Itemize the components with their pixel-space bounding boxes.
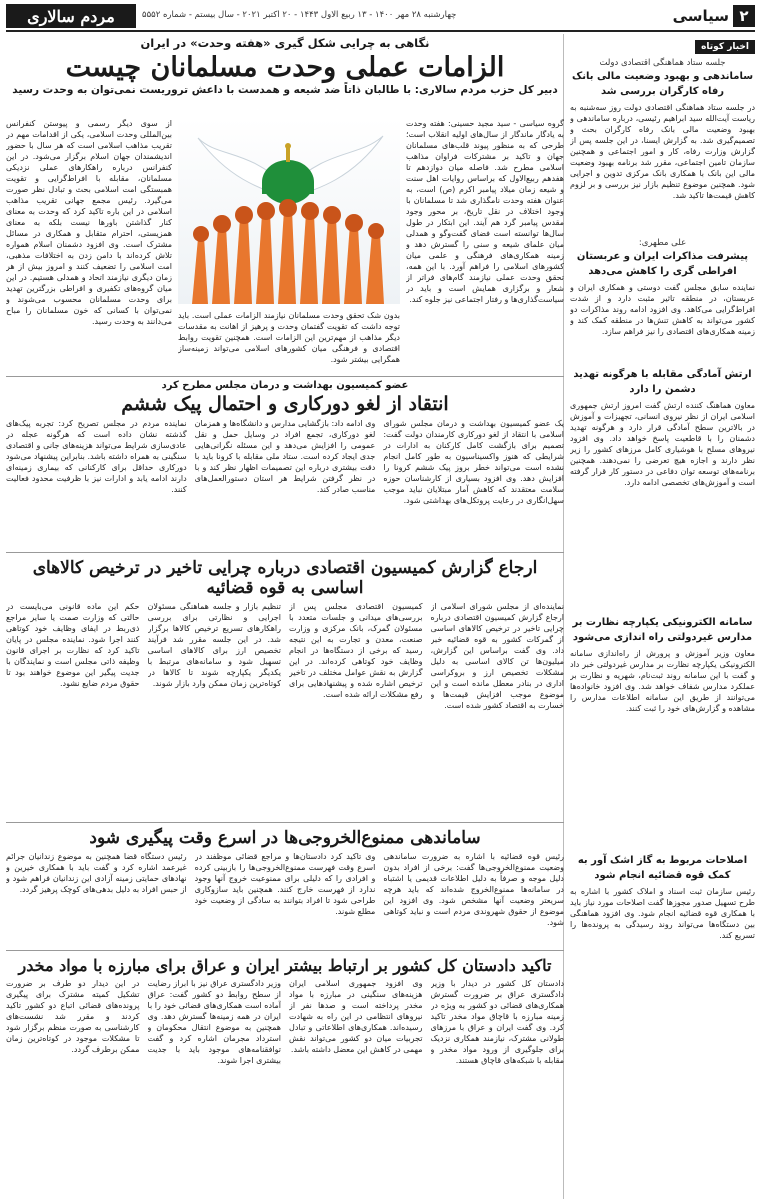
article-kicker: عضو کمیسیون بهداشت و درمان مجلس مطرح کرد <box>161 380 409 391</box>
brief-title: اصلاحات مربوط به گاز اشک آور به کمک قوه قضائیه انجام شود <box>577 855 748 881</box>
section-name: سیاسی <box>672 7 729 25</box>
page-number: ۲ <box>733 5 755 27</box>
article-exit-ban <box>6 822 564 946</box>
article-headline: تاکید دادستان کل کشور بر ارتباط بیشتر ایران و عراق برای مبارزه با مواد مخدر <box>18 956 552 975</box>
brief-item <box>570 616 755 848</box>
brief-item <box>570 58 755 232</box>
lead-column-left <box>6 118 172 362</box>
lead-article <box>6 34 564 364</box>
brief-title: پیشرفت مذاکرات ایران و عربستان افراطی گری را کاهش می‌دهد <box>576 251 749 277</box>
sidebar-tag: اخبار کوتاه <box>695 40 755 54</box>
article-customs-clearance <box>6 552 564 818</box>
brief-title: ساماندهی و بهبود وضعیت مالی بانک رفاه کارگران بررسی شد <box>571 71 754 97</box>
article-body: رئیس قوه قضائیه با اشاره به ضرورت ساماندهی وضعیت ممنوع‌الخروجی‌ها گفت: برخی از افراد بدون دلیل موجه و صرفاً به دلیل اطلاعات قدیمی یا اشتباه در سامانه‌ها ممنوع‌الخروج شده‌اند که باید هرچه سریعتر وضعیت آنها مشخص شود. وی افزود این موضوع از حقوق شهروندی مردم است و نباید کوتاهی شود. <box>383 852 564 927</box>
article-body: وی ادامه داد: بازگشایی مدارس و دانشگاه‌ها و همزمان لغو دورکاری، تجمع افراد در وسایل حمل و نقل عمومی را افزایش می‌دهد و این مسئله نگرانی‌هایی جدی ایجاد کرده است. ستاد ملی مقابله با کرونا باید با دقت بیشتری درباره این تصمیمات اظهار نظر کند و با در نظر گرفتن شرایط هر استان دستورالعمل‌های مناسب صادر کند. <box>194 419 376 494</box>
article-columns <box>6 601 564 823</box>
article-body: نماینده مردم در مجلس تصریح کرد: تجربه پیک‌های گذشته نشان داده است که هرگونه عجله در عادی‌سازی شرایط می‌تواند هزینه‌های جانی و اقتصادی سنگینی به همراه داشته باشد. بنابراین پیشنهاد می‌شود دورکاری حداقل برای کارکنانی که بیماری زمینه‌ای دارند ادامه یابد و ادارات نیز با ظرفیت محدود فعالیت کنند. <box>5 419 187 494</box>
masthead-logo: مردم سالاری <box>6 4 136 28</box>
article-body: کمیسیون اقتصادی مجلس پس از بررسی‌های میدانی و جلسات متعدد با مسئولان گمرک، بانک مرکزی و وزارت صنعت، معدن و تجارت به این نتیجه رسید که برخی از دستگاه‌ها در انجام وظایف خود کوتاهی کرده‌اند. در این گزارش به نقش عوامل مختلف در تاخیر ترخیص اشاره شده و پیشنهادهایی برای رفع مشکلات ارائه شده است. <box>289 602 423 699</box>
lead-body-left: از سوی دیگر رسمی و پیوستن کنفرانس بین‌المللی وحدت اسلامی، یکی از اقدامات مهم در تقریب مذاهب اسلامی است که هر سال با حضور اندیشمندان جهان اسلام برگزار می‌شود. در این کنفرانس درباره راهکارهای عملی نزدیکی مسلمانان، مقابله با افراط‌گرایی و تقویت همبستگی امت اسلامی بحث و تبادل نظر صورت می‌گیرد. رئیس مجمع جهانی تقریب مذاهب اسلامی در این باره تاکید کرد که وحدت به معنای کنار گذاشتن باورها نیست بلکه به معنای همزیستی، احترام متقابل و همکاری در مسائل مشترک است. وی افزود دشمنان اسلام همواره تلاش کرده‌اند با دامن زدن به اختلافات مذهبی، امت اسلامی را تضعیف کنند و امروز بیش از هر زمان دیگری نیازمند اتحاد و همدلی هستیم. در این میان گروه‌های تکفیری و افراطی بزرگترین تهدید برای وحدت مسلمانان محسوب می‌شوند و نمی‌توان با کسانی که خون مسلمانان را مباح می‌دانند به وحدت رسید. <box>6 119 172 326</box>
article-columns <box>6 851 564 935</box>
lead-kicker: نگاهی به چرایی شکل گیری «هفته وحدت» در ایران <box>140 36 430 50</box>
dateline: چهارشنبه ۲۸ مهر ۱۴۰۰ - ۱۳ ربیع الاول ۱۴۴۳ - ۲۰ اکتبر ۲۰۲۱ - سال بیستم - شماره ۵۵۵۲ <box>142 10 457 20</box>
lead-image-mosque-hands <box>178 118 400 304</box>
lead-column-under-image <box>178 310 400 364</box>
article-body: رئیس دستگاه قضا همچنین به موضوع زندانیان جرائم غیرعمد اشاره کرد و گفت باید با همکاری خیرین و نهادهای حمایتی زمینه آزادی این زندانیان فراهم شود و از حبس افراد به دلیل بدهی‌های کوچک پرهیز گردد. <box>5 852 187 894</box>
brief-kicker: علی مطهری: <box>638 238 687 248</box>
article-headline: ارجاع گزارش کمیسیون اقتصادی درباره چرایی تاخیر در ترخیص کالاهای اساسی به قوه قضائیه <box>32 558 538 598</box>
page-number-block <box>673 4 755 28</box>
article-body: وی تاکید کرد دادستان‌ها و مراجع قضائی موظفند در اسرع وقت فهرست ممنوع‌الخروجی‌ها را بازبینی کرده و افرادی را که دلیلی برای ممنوعیت خروج آنها وجود ندارد از فهرست خارج کنند. همچنین باید سازوکاری طراحی شود تا افراد بتوانند به سادگی از وضعیت خود مطلع شوند. <box>194 852 376 916</box>
sidebar-news-briefs <box>563 34 755 1199</box>
lead-column-right <box>406 118 564 362</box>
brief-title: سامانه الکترونیکی یکپارچه نظارت بر مدارس غیردولتی راه اندازی می‌شود <box>572 617 753 643</box>
article-body: وی افزود جمهوری اسلامی ایران هزینه‌های سنگینی در مبارزه با مواد مخدر پرداخته است و صدها نفر از نیروهای انتظامی در این راه به شهادت رسیده‌اند. همکاری‌های اطلاعاتی و تبادل تجربیات میان دو کشور می‌تواند نقش مهمی در کاهش این معضل داشته باشد. <box>289 979 423 1054</box>
brief-body: رئیس سازمان ثبت اسناد و املاک کشور با اشاره به طرح تسهیل صدور مجوزها گفت اصلاحات مورد نیاز باید با همکاری قوه قضائیه انجام شود. وی افزود هماهنگی بین دستگاه‌ها می‌تواند روند رسیدگی به پرونده‌ها را تسریع کند. <box>570 887 755 940</box>
lead-headline: الزامات عملی وحدت مسلمانان چیست <box>65 52 505 83</box>
brief-body: در جلسه ستاد هماهنگی اقتصادی دولت روز سه‌شنبه به ریاست آیت‌الله سید ابراهیم رئیسی، درباره ساماندهی و بهبود وضعیت مالی بانک رفاه کارگران بحث و تصمیم‌گیری شد. به گزارش ایسنا، در این جلسه پس از گزارش وزارت رفاه، کار و امور اجتماعی و همچنین سازمان تامین اجتماعی، مقرر شد برنامه بهبود وضعیت مالی این بانک با همکاری بانک مرکزی تدوین و اجرایی شود. همچنین موضوع تنظیم بازار نیز بررسی و بر لزوم کاهش قیمت‌ها تاکید شد. <box>570 103 755 200</box>
article-health-commission <box>6 376 564 548</box>
article-columns <box>6 418 564 536</box>
brief-body: معاون وزیر آموزش و پرورش از راه‌اندازی سامانه الکترونیکی یکپارچه نظارت بر مدارس غیردولتی خبر داد و گفت با این سامانه روند ثبت‌نام، شهریه و نظارت بر عملکرد مدارس شفاف خواهد شد. وی افزود خانواده‌ها می‌توانند از طریق این سامانه اطلاعات مدارس را مشاهده و گزارش‌های خود را ثبت کنند. <box>570 649 755 713</box>
mosque-hands-illustration <box>178 118 400 304</box>
brief-body: نماینده سابق مجلس گفت دوستی و همکاری ایران و عربستان، در منطقه تاثیر مثبت دارد و از شدت افراط‌گرایی می‌کاهد. وی افزود ادامه روند مذاکرات دو کشور می‌تواند به کاهش تنش‌ها در منطقه کمک کند و زمینه همکاری‌های اقتصادی را نیز فراهم سازد. <box>570 283 755 336</box>
brief-title: ارتش آمادگی مقابله با هرگونه تهدید دشمن را دارد <box>573 369 752 395</box>
article-body: حکم این ماده قانونی می‌بایست در حالتی که وزارت صمت یا سایر مراجع ذی‌ربط در ایفای وظایف خود کوتاهی کنند اجرا شود. نماینده مجلس در پایان تاکید کرد که نظارت بر اجرای قانون وظیفه ذاتی مجلس است و نمایندگان با جدیت پیگیر این موضوع خواهند بود تا حقوق مردم ضایع نشود. <box>6 602 140 688</box>
article-body: نماینده‌ای از مجلس شورای اسلامی از ارجاع گزارش کمیسیون اقتصادی درباره چرایی تاخیر در ترخیص کالاهای اساسی از گمرکات کشور به قوه قضائیه خبر داد. وی گفت براساس این گزارش، میلیون‌ها تن کالای اساسی به دلیل مشکلات تخصیص ارز و بروکراسی اداری در بنادر معطل مانده است و این موضوع موجب افزایش قیمت‌ها و خسارت به اقتصاد کشور شده است. <box>430 602 564 710</box>
article-body: در این دیدار دو طرف بر ضرورت تشکیل کمیته مشترک برای پیگیری پرونده‌های قضائی اتباع دو کشور تاکید کردند و مقرر شد نشست‌های کارشناسی به صورت منظم برگزار شود تا مشکلات موجود در کوتاه‌ترین زمان ممکن برطرف گردد. <box>6 979 140 1054</box>
lead-body-right: گروه سیاسی - سید مجید حسینی: هفته وحدت به یادگار ماندگار از سال‌های اولیه انقلاب است؛ طرحی که به منظور پیوند قلب‌های مسلمانان جهان و تاکید بر مشترکات فراوان مذاهب اسلامی مطرح شد. فاصله میان دوازدهم تا هفدهم ربیع‌الاول که براساس روایات اهل سنت و شیعه زمان میلاد پیامبر اکرم (ص) است، به عنوان هفته وحدت نامگذاری شد تا مسلمانان با وجود اختلاف در نقل تاریخ، بر محور وجود مقدس پیامبر گرد هم آیند. این ابتکار در طول سال‌ها توانسته است فضای گفت‌وگو و همدلی میان علمای شیعه و سنی را گسترش دهد و زمینه همکاری‌های فرهنگی و علمی میان کشورهای اسلامی را فراهم آورد. با این همه، تحقق وحدت عملی نیازمند گام‌های فراتر از شعار و برگزاری همایش است و باید در سیاست‌گذاری‌ها و رفتار اجتماعی نیز جلوه کند. <box>406 119 564 304</box>
brief-item <box>570 238 755 362</box>
page-header <box>6 4 755 32</box>
lead-body-under: بدون شک تحقق وحدت مسلمانان نیازمند الزامات عملی است. باید توجه داشت که تقویت گفتمان وحدت و پرهیز از اهانت به مقدسات دیگر مذاهب از مهم‌ترین این الزامات است. همچنین تقویت روابط اقتصادی و فرهنگی میان کشورهای اسلامی می‌تواند زمینه‌ساز همگرایی بیشتر شود. <box>178 311 400 364</box>
article-body: دادستان کل کشور در دیدار با وزیر دادگستری عراق بر ضرورت گسترش همکاری‌های قضائی دو کشور به ویژه در زمینه مبارزه با قاچاق مواد مخدر تاکید کرد. وی گفت ایران و عراق با مرزهای طولانی مشترک، نیازمند همکاری نزدیک برای جلوگیری از ورود مواد مخدر و مقابله با شبکه‌های قاچاق هستند. <box>430 979 564 1065</box>
brief-item <box>570 368 755 610</box>
lead-subhead: دبیر کل حزب مردم سالاری: با طالبان ذاتاً ضد شیعه و همدست با داعش تروریست نمی‌توان به وحدت رسید <box>12 84 558 96</box>
article-headline: انتقاد از لغو دورکاری و احتمال پیک ششم <box>121 393 449 415</box>
article-iran-iraq-drugs <box>6 950 564 1202</box>
article-headline: ساماندهی ممنوع‌الخروجی‌ها در اسرع وقت پیگیری شود <box>89 828 481 848</box>
article-body: یک عضو کمیسیون بهداشت و درمان مجلس شورای اسلامی با انتقاد از لغو دورکاری کارمندان دولت گفت: تصمیم برای بازگشت کامل کارکنان به ادارات در شرایطی که هنوز واکسیناسیون به طور کامل انجام نشده است می‌تواند خطر بروز پیک ششم کرونا را افزایش دهد. وی افزود بسیاری از کارشناسان حوزه سلامت معتقدند که کاهش آمار مبتلایان نباید موجب سهل‌انگاری در رعایت پروتکل‌های بهداشتی شود. <box>383 419 564 505</box>
article-body: وزیر دادگستری عراق نیز با ابراز رضایت از سطح روابط دو کشور گفت: عراق آماده است همکاری‌های قضائی خود را با ایران در همه زمینه‌ها گسترش دهد. وی همچنین به موضوع انتقال محکومان و استرداد مجرمان اشاره کرد و گفت توافقنامه‌های موجود باید با جدیت بیشتری اجرا شوند. <box>147 979 281 1065</box>
brief-body: معاون هماهنگ کننده ارتش گفت امروز ارتش جمهوری اسلامی ایران از نظر نیروی انسانی، تجهیزات و آموزش در بالاترین سطح آمادگی قرار دارد و هرگونه تهدید دشمنان را با قاطعیت پاسخ خواهد داد. وی افزود نیروهای مسلح با هوشیاری کامل مرزهای کشور را زیر نظر دارند و اجازه هیچ تعرضی را نمی‌دهند. همچنین برنامه‌های توسعه توان دفاعی در دستور کار قرار گرفته است و آموزش‌های تخصصی ادامه دارد. <box>570 401 755 487</box>
brief-item <box>570 854 755 1066</box>
article-body: تنظیم بازار و جلسه هماهنگی مسئولان اجرایی و نظارتی برای بررسی راهکارهای تسریع ترخیص کالاها برگزار شد. در این جلسه مقرر شد فرآیند تخصیص ارز برای کالاهای اساسی تسهیل شود و سامانه‌های مرتبط با یکدیگر یکپارچه شوند تا کالاها در کوتاه‌ترین زمان ممکن وارد بازار شوند. <box>147 602 281 688</box>
brief-kicker: جلسه ستاد هماهنگی اقتصادی دولت <box>599 58 726 68</box>
article-columns <box>6 978 564 1188</box>
